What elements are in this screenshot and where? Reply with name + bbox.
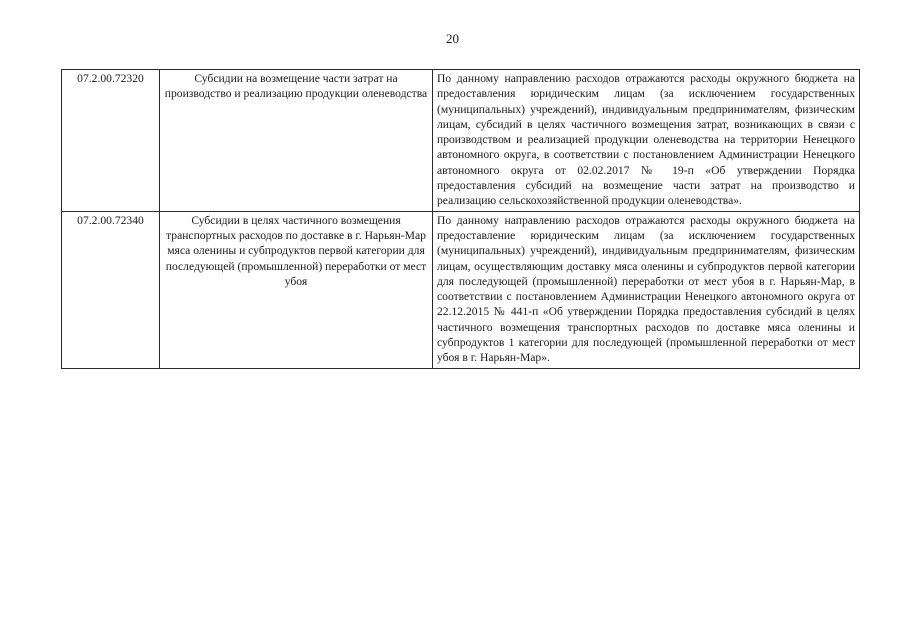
expense-description: По данному направлению расходов отражаются расходы окружного бюджета на предоставление юридическим лицам (за исключением государственных (муниципальных) учреждений), индивидуальным предпринимателям, физическим лицам, осуществляющим доставку мяса оленины и субпродуктов первой категории для последующей (промышленной) переработки от мест убоя в г. Нарьян-Мар, в соответствии с постановлением Администрации Ненецкого автономного округа от 22.12.2015 № 441-п «Об утверждении Порядка предоставления субсидий в целях частичного возмещения транспортных расходов по доставке мяса оленины и субпродуктов 1 категории для последующей (промышленной переработки от мест убоя в г. Нарьян-Мар». [433,211,860,368]
table-row [62,211,860,368]
page-number: 20 [446,31,459,46]
budget-classification-table [61,69,860,369]
expense-name: Субсидии в целях частичного возмещения транспортных расходов по доставке в г. Нарьян-Мар мяса оленины и субпродуктов первой категории для последующей (промышленной) переработки от мест убоя [160,211,433,368]
expense-code: 07.2.00.72340 [62,211,160,368]
expense-description: По данному направлению расходов отражаются расходы окружного бюджета на предоставления юридическим лицам (за исключением государственных (муниципальных) учреждений), индивидуальным предпринимателям, физическим лицам, субсидий в целях частичного возмещения затрат, возникающих в связи с производством и реализацией продукции оленеводства на территории Ненецкого автономного округа, в соответствии с постановлением Администрации Ненецкого автономного округа от 02.02.2017 № 19-п «Об утверждении Порядка предоставления субсидий на возмещение части затрат на производство и реализацию сельскохозяйственной продукции оленеводства». [433,70,860,212]
expense-name: Субсидии на возмещение части затрат на производство и реализацию продукции оленеводства [160,70,433,212]
table-row [62,70,860,212]
expense-code: 07.2.00.72320 [62,70,160,212]
